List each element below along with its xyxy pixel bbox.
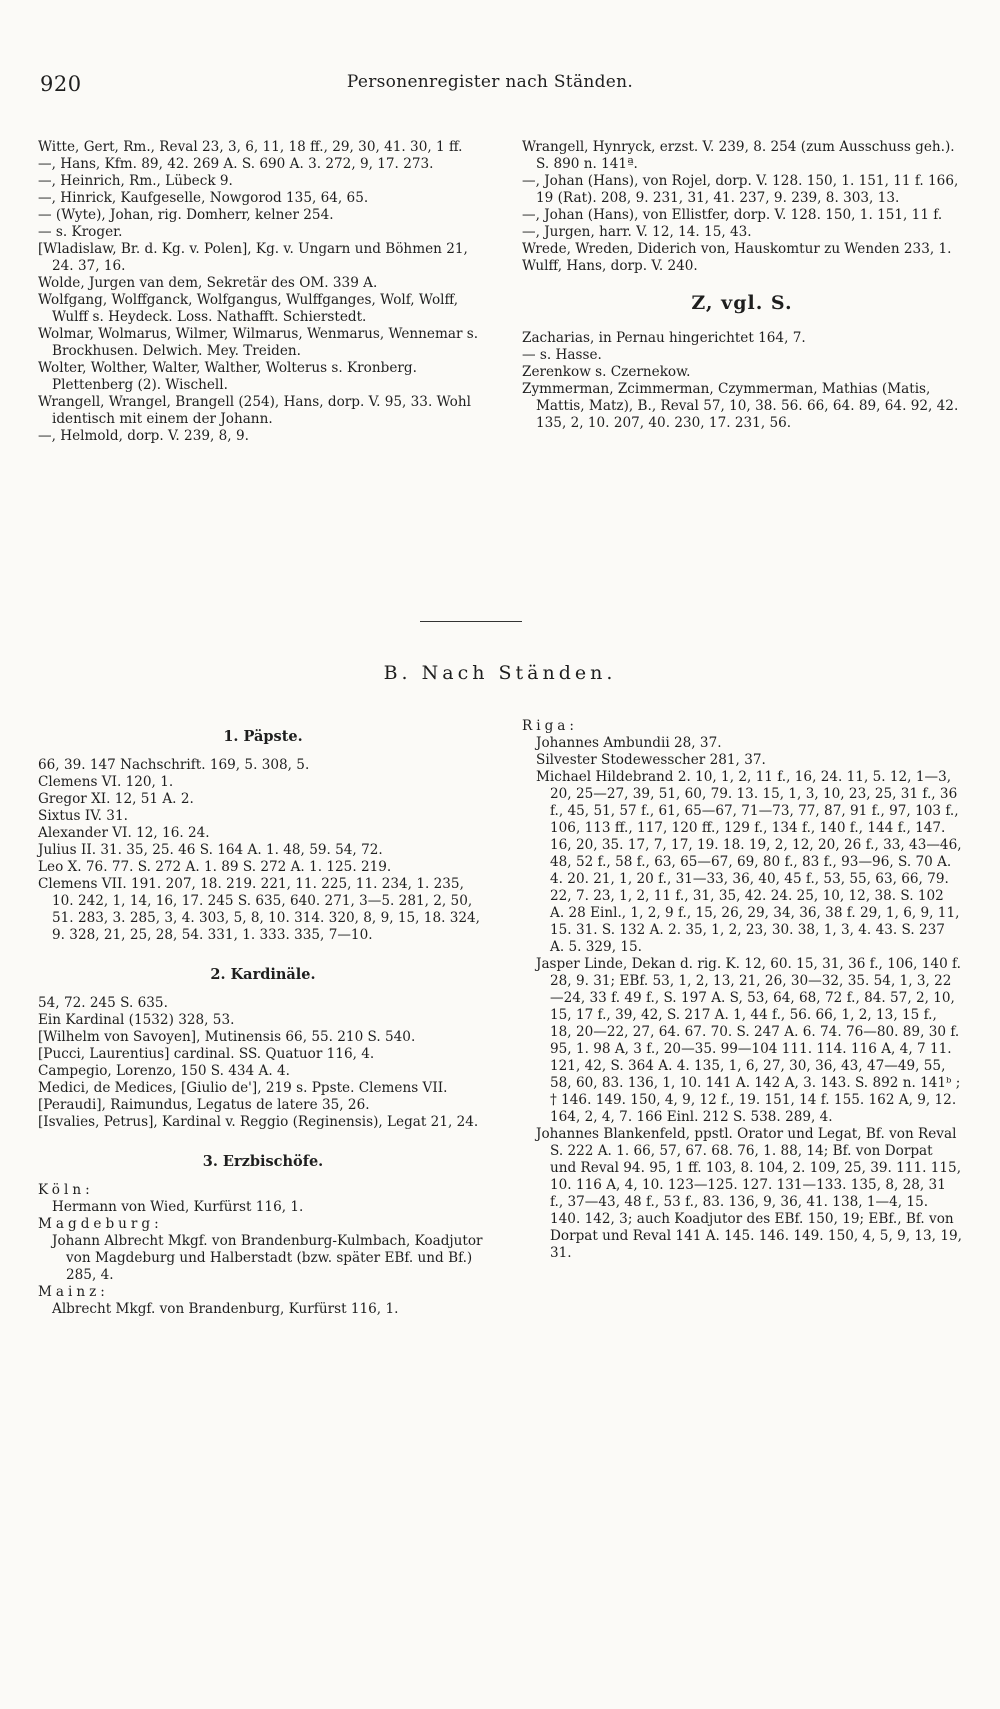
- register-entry: —, Hans, Kfm. 89, 42. 269 A. S. 690 A. 3. 272, 9, 17. 273.: [38, 156, 434, 172]
- subsection-heading-paepste: 1. Päpste.: [223, 728, 303, 745]
- register-entry: Zymmerman, Zcimmerman, Czymmerman, Mathias (Matis, Mattis, Matz), B., Reval 57, 10, 38. 56. 66, 64. 89, 64. 92, 42. 135, 2, 10. 207, 40. 230, 17. 231, 56.: [522, 381, 959, 431]
- register-entry: Johannes Ambundii 28, 37.: [536, 735, 722, 751]
- register-entry: 54, 72. 245 S. 635.: [38, 995, 168, 1011]
- register-entry: Zerenkow s. Czernekow.: [522, 364, 691, 380]
- register-entry: Wolmar, Wolmarus, Wilmer, Wilmarus, Wenmarus, Wennemar s. Brockhusen. Delwich. Mey. Treiden.: [38, 326, 479, 359]
- register-entry: Zacharias, in Pernau hingerichtet 164, 7.: [522, 330, 806, 346]
- register-entry: Johann Albrecht Mkgf. von Brandenburg-Kulmbach, Koadjutor von Magdeburg und Halberstadt (bzw. später EBf. und Bf.) 285, 4.: [52, 1233, 483, 1283]
- register-entry: Alexander VI. 12, 16. 24.: [38, 825, 210, 841]
- register-entry: — (Wyte), Johan, rig. Domherr, kelner 254.: [38, 207, 334, 223]
- register-entry: Wolter, Wolther, Walter, Walther, Wolterus s. Kronberg. Plettenberg (2). Wischell.: [38, 360, 417, 393]
- register-entry: Wulff, Hans, dorp. V. 240.: [522, 258, 698, 274]
- register-entry: —, Jurgen, harr. V. 12, 14. 15, 43.: [522, 224, 752, 240]
- register-entry: Leo X. 76. 77. S. 272 A. 1. 89 S. 272 A. 1. 125. 219.: [38, 859, 392, 875]
- page-number: 920: [40, 72, 82, 96]
- register-entry: Silvester Stodewesscher 281, 37.: [536, 752, 766, 768]
- city-label: Köln:: [38, 1182, 94, 1198]
- register-entry: Michael Hildebrand 2. 10, 1, 2, 11 f., 16, 24. 11, 5. 12, 1—3, 20, 25—27, 39, 51, 60, 79. 13. 15, 1, 3, 10, 23, 25, 31 f., 36 f., 45, 51, 57 f., 61, 65—67, 71—73, 77, 87, 91 f., 97, 103 f., 106, 113 ff., 117, 120 ff., 129 f., 134 f., 140 f., 144 f., 147. 16, 20, 35. 17, 7, 17, 19. 18. 19, 2, 12, 20, 26 f., 33, 43—46, 48, 52 f., 58 f., 63, 65—67, 69, 80 f., 83 f., 93—96, S. 70 A. 4. 20. 21, 1, 20 f., 31—33, 36, 40, 45 f., 53, 55, 63, 66, 79. 22, 7. 23, 1, 2, 11 f., 31, 35, 42. 24. 25, 10, 12, 38. S. 102 A. 28 Einl., 1, 2, 9 f., 15, 26, 29, 34, 36, 38 f. 29, 1, 6, 9, 11, 15. 31. S. 132 A. 2. 35, 1, 2, 23, 30. 38, 1, 3, 4. 43. S. 237 A. 5. 329, 15.: [536, 769, 962, 955]
- register-entry: Ein Kardinal (1532) 328, 53.: [38, 1012, 235, 1028]
- register-entry: [Wilhelm von Savoyen], Mutinensis 66, 55. 210 S. 540.: [38, 1029, 416, 1045]
- register-entry: Julius II. 31. 35, 25. 46 S. 164 A. 1. 48, 59. 54, 72.: [38, 842, 383, 858]
- subsection-heading-erzbischoefe: 3. Erzbischöfe.: [202, 1153, 324, 1170]
- register-entry: Medici, de Medices, [Giulio de'], 219 s. Ppste. Clemens VII.: [38, 1080, 448, 1096]
- register-entry: [Isvalies, Petrus], Kardinal v. Reggio (Reginensis), Legat 21, 24.: [38, 1114, 479, 1130]
- lower-right-column: [522, 718, 962, 1262]
- running-title: Personenregister nach Ständen.: [346, 72, 634, 92]
- page-header: [40, 72, 940, 104]
- register-entry: — s. Kroger.: [38, 224, 123, 240]
- city-label: Mainz:: [38, 1284, 109, 1300]
- city-label: Riga:: [522, 718, 578, 734]
- register-entry: Albrecht Mkgf. von Brandenburg, Kurfürst 116, 1.: [52, 1301, 399, 1317]
- register-entry: —, Heinrich, Rm., Lübeck 9.: [38, 173, 233, 189]
- register-entry: Clemens VI. 120, 1.: [38, 774, 174, 790]
- upper-right-column: [522, 139, 962, 432]
- register-entry: [Wladislaw, Br. d. Kg. v. Polen], Kg. v. Ungarn und Böhmen 21, 24. 37, 16.: [38, 241, 468, 274]
- register-entry: Witte, Gert, Rm., Reval 23, 3, 6, 11, 18 ff., 29, 30, 41. 30, 1 ff.: [38, 139, 463, 155]
- register-entry: Wrede, Wreden, Diderich von, Hauskomtur zu Wenden 233, 1.: [522, 241, 952, 257]
- city-label: Magdeburg:: [38, 1216, 163, 1232]
- register-entry: —, Johan (Hans), von Rojel, dorp. V. 128. 150, 1. 151, 11 f. 166, 19 (Rat). 208, 9. 231, 31, 41. 237, 9. 239, 8. 303, 13.: [522, 173, 959, 206]
- register-entry: Johannes Blankenfeld, ppstl. Orator und Legat, Bf. von Reval S. 222 A. 1. 66, 57, 67. 68. 76, 1. 88, 14; Bf. von Dorpat und Reval 94. 95, 1 ff. 103, 8. 104, 2. 109, 25, 39. 111. 115, 10. 116 A, 4, 10. 123—125. 127. 131—133. 135, 8, 28, 31 f., 37—43, 48 f., 53 f., 83. 136, 9, 36, 41. 138, 1—4, 15. 140. 142, 3; auch Koadjutor des EBf. 150, 19; EBf., Bf. von Dorpat und Reval 141 A. 145. 146. 149. 150, 4, 5, 9, 13, 19, 31.: [536, 1126, 962, 1261]
- register-entry: — s. Hasse.: [522, 347, 602, 363]
- register-entry: [Pucci, Laurentius] cardinal. SS. Quatuor 116, 4.: [38, 1046, 375, 1062]
- register-entry: Jasper Linde, Dekan d. rig. K. 12, 60. 15, 31, 36 f., 106, 140 f. 28, 9. 31; EBf. 53, 1, 2, 13, 21, 26, 30—32, 35. 54, 1, 3, 22—24, 33 f. 49 f., S. 197 A. S, 53, 64, 68, 72 f., 84. 57, 2, 10, 15, 17 f., 39, 42, S. 217 A. 1, 44 f., 56. 66, 1, 2, 13, 15 f., 18, 20—22, 27, 64. 67. 70. S. 247 A. 6. 74. 76—80. 89, 30 f. 95, 1. 98 A, 3 f., 20—35. 99—104 111. 114. 116 A, 4, 7 11. 121, 42, S. 364 A. 4. 135, 1, 6, 27, 30, 36, 43, 47—49, 55, 58, 60, 83. 136, 1, 10. 141 A. 142 A, 3. 143. S. 892 n. 141ᵇ ; † 146. 149. 150, 4, 9, 12 f., 19. 151, 14 f. 155. 162 A, 9, 12. 164, 2, 4, 7. 166 Einl. 212 S. 538. 289, 4.: [536, 956, 961, 1125]
- upper-left-column: [38, 139, 488, 445]
- register-entry: Wrangell, Hynryck, erzst. V. 239, 8. 254 (zum Ausschuss geh.). S. 890 n. 141ª.: [522, 139, 955, 172]
- register-entry: Wolde, Jurgen van dem, Sekretär des OM. 339 A.: [38, 275, 378, 291]
- register-entry: Sixtus IV. 31.: [38, 808, 128, 824]
- register-entry: —, Hinrick, Kaufgeselle, Nowgorod 135, 64, 65.: [38, 190, 369, 206]
- register-entry: —, Helmold, dorp. V. 239, 8, 9.: [38, 428, 249, 444]
- register-entry: Clemens VII. 191. 207, 18. 219. 221, 11. 225, 11. 234, 1. 235, 10. 242, 1, 14, 16, 17. 245 S. 635, 640. 271, 3—5. 281, 2, 50, 51. 283, 3. 285, 3, 4. 303, 5, 8, 10. 314. 320, 8, 9, 15, 18. 324, 9. 328, 21, 25, 28, 54. 331, 1. 333. 335, 7—10.: [38, 876, 481, 943]
- register-entry: —, Johan (Hans), von Ellistfer, dorp. V. 128. 150, 1. 151, 11 f.: [522, 207, 943, 223]
- register-entry: Hermann von Wied, Kurfürst 116, 1.: [52, 1199, 304, 1215]
- subsection-heading-kardinaele: 2. Kardinäle.: [210, 966, 316, 983]
- section-heading-z: Z, vgl. S.: [691, 292, 793, 314]
- register-entry: 66, 39. 147 Nachschrift. 169, 5. 308, 5.: [38, 757, 310, 773]
- lower-left-column: [38, 718, 488, 1318]
- section-divider: [420, 621, 522, 622]
- section-heading-b: B. Nach Ständen.: [383, 662, 617, 684]
- register-entry: Campegio, Lorenzo, 150 S. 434 A. 4.: [38, 1063, 290, 1079]
- register-entry: Gregor XI. 12, 51 A. 2.: [38, 791, 194, 807]
- register-entry: [Peraudi], Raimundus, Legatus de latere 35, 26.: [38, 1097, 370, 1113]
- register-entry: Wolfgang, Wolffganck, Wolfgangus, Wulffganges, Wolf, Wolff, Wulff s. Heydeck. Loss. Nathafft. Schierstedt.: [38, 292, 459, 325]
- register-entry: Wrangell, Wrangel, Brangell (254), Hans, dorp. V. 95, 33. Wohl identisch mit einem der Johann.: [38, 394, 471, 427]
